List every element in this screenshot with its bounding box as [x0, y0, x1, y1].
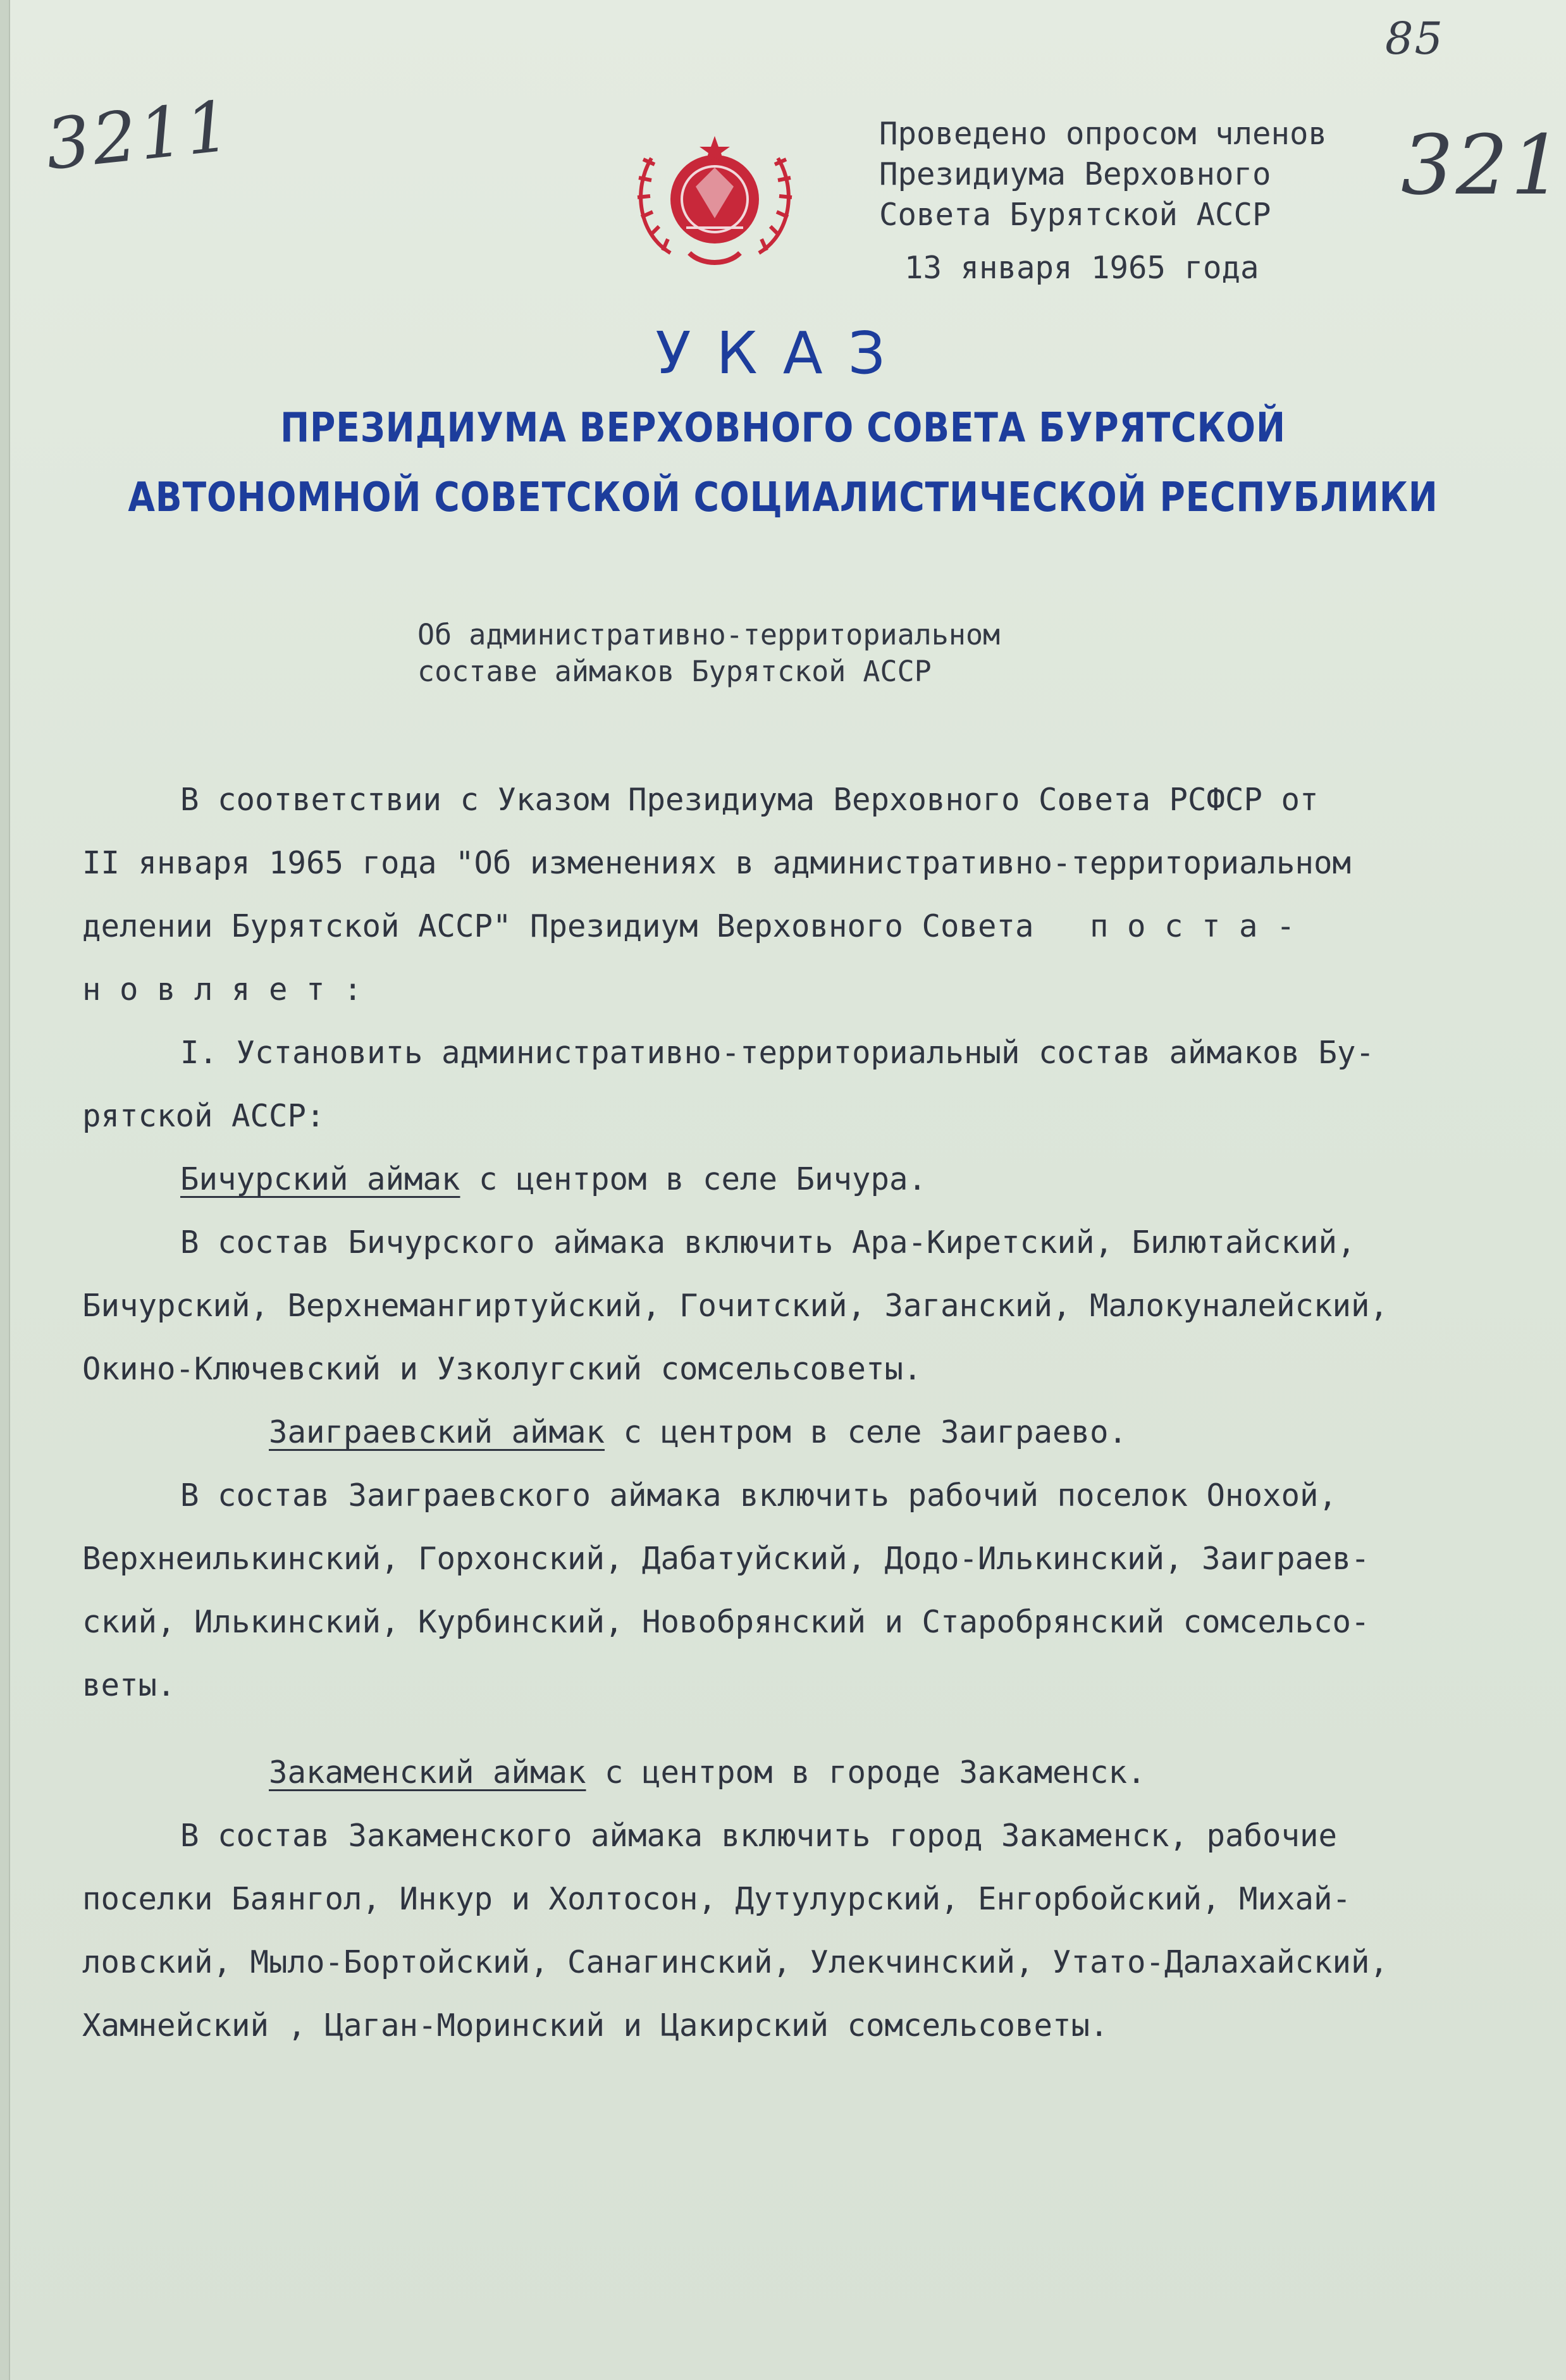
preamble-line: II января 1965 года "Об изменениях в административно-территориальном [82, 845, 1352, 881]
aimak-line: Окино-Ключевский и Узколугский сомсельсоветы. [82, 1351, 922, 1387]
aimak-center: с центром в селе Бичура. [460, 1161, 927, 1197]
issuing-body-line-2: АВТОНОМНОЙ СОВЕТСКОЙ СОЦИАЛИСТИЧЕСКОЙ РЕСПУБЛИКИ [128, 474, 1438, 521]
subject-line: составе аймаков Бурятской АССР [417, 655, 932, 688]
document-title: УКАЗ [655, 319, 911, 387]
approval-stamp [879, 114, 1327, 288]
preamble-line: делении Бурятской АССР" Президиум Верховного Совета п о с т а - [82, 908, 1295, 944]
aimak-line: Хамнейский , Цаган-Моринский и Цакирский сомсельсоветы. [82, 2007, 1109, 2044]
aimak-heading [82, 1401, 1550, 1464]
decree-body [82, 768, 1550, 2057]
handwritten-number-top-right: 85 [1385, 13, 1445, 65]
stamp-date: 13 января 1965 года [904, 250, 1259, 286]
stamp-line: Совета Бурятской АССР [879, 197, 1271, 233]
stamp-line: Проведено опросом членов [879, 116, 1328, 152]
aimak-line: поселки Баянгол, Инкур и Холтосон, Дутулурский, Енгорбойский, Михай- [82, 1881, 1352, 1917]
decree-subject [417, 617, 1000, 690]
aimak-line: В состав Бичурского аймака включить Ара-Киретский, Билютайский, [180, 1224, 1356, 1261]
aimak-line: Бичурский, Верхнемангиртуйский, Гочитский, Заганский, Малокуналейский, [82, 1288, 1389, 1324]
preamble-line: н о в л я е т : [82, 971, 362, 1008]
aimak-line: ловский, Мыло-Бортойский, Санагинский, Улекчинский, Утато-Далахайский, [82, 1944, 1389, 1980]
handwritten-number-right: 321 [1401, 117, 1566, 213]
aimak-center: с центром в селе Заиграево. [605, 1414, 1128, 1450]
point-1-line: рятской АССР: [82, 1098, 325, 1134]
stamp-line: Президиума Верховного [879, 156, 1271, 192]
subject-line: Об административно-территориальном [417, 618, 1001, 651]
handwritten-number-left: 3211 [42, 85, 237, 186]
issuing-body-line-1: ПРЕЗИДИУМА ВЕРХОВНОГО СОВЕТА БУРЯТСКОЙ [280, 405, 1286, 452]
aimak-heading [82, 1148, 1550, 1211]
aimak-name: Бичурский аймак [180, 1161, 460, 1197]
aimak-line: ский, Илькинский, Курбинский, Новобрянский и Старобрянский сомсельсо- [82, 1604, 1370, 1640]
aimak-line: В состав Заиграевского аймака включить рабочий поселок Онохой, [180, 1477, 1338, 1514]
buryat-assr-emblem-icon [626, 126, 803, 278]
aimak-center: с центром в городе Закаменск. [586, 1754, 1146, 1791]
aimak-line: веты. [82, 1667, 176, 1703]
aimak-line: Верхнеилькинский, Горхонский, Дабатуйский, Додо-Илькинский, Заиграев- [82, 1541, 1370, 1577]
aimak-name: Заиграевский аймак [269, 1414, 605, 1450]
preamble-line: В соответствии с Указом Президиума Верховного Совета РСФСР от [180, 782, 1319, 818]
paragraph-gap [82, 1717, 1550, 1741]
aimak-heading [82, 1741, 1550, 1804]
aimak-line: В состав Закаменского аймака включить город Закаменск, рабочие [180, 1818, 1338, 1854]
point-1-line: I. Установить административно-территориальный состав аймаков Бу- [180, 1035, 1375, 1071]
aimak-name: Закаменский аймак [269, 1754, 586, 1791]
